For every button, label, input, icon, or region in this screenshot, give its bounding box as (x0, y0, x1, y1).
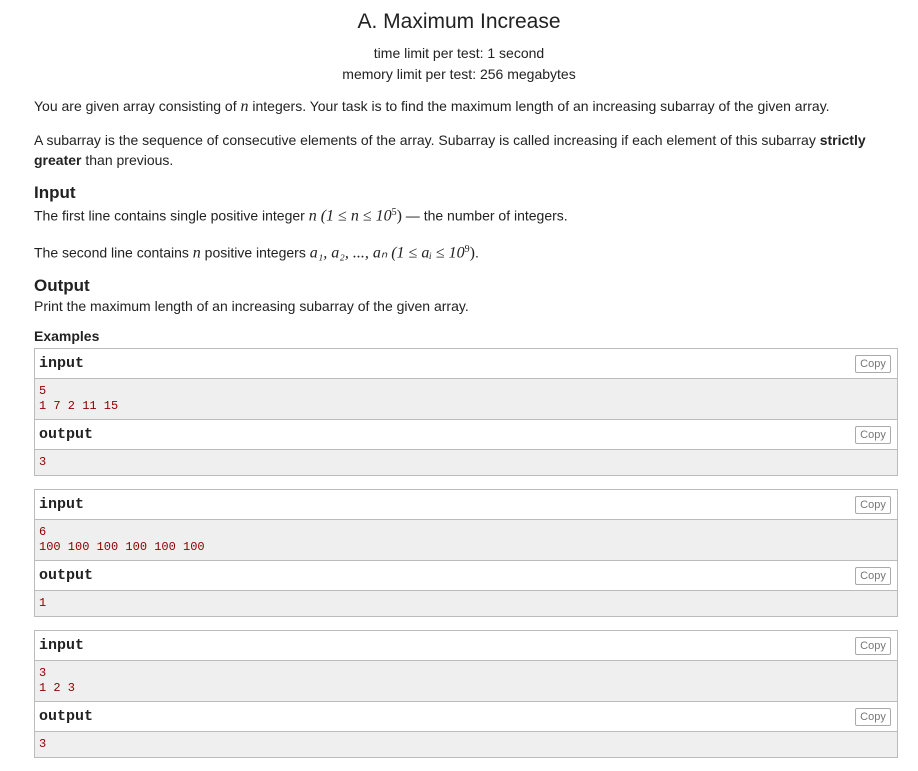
copy-button[interactable]: Copy (855, 496, 891, 514)
math-paren: ) (469, 244, 475, 262)
copy-button[interactable]: Copy (855, 355, 891, 373)
time-limit: time limit per test: 1 second (373, 45, 545, 61)
input-header (35, 490, 897, 520)
test-line: 3 (39, 455, 47, 470)
test-line: 1 2 3 (39, 681, 76, 696)
example-block (34, 348, 898, 476)
input-label: input (39, 496, 85, 514)
output-data (35, 450, 897, 475)
math-exponent: 5 (391, 207, 397, 218)
output-data (35, 591, 897, 616)
statement-bold-text: strictly greater (34, 132, 866, 168)
output-section-title: Output (34, 276, 90, 296)
input-text: The second line contains (34, 244, 193, 261)
math-variable: n (192, 244, 201, 262)
problem-header (0, 0, 918, 85)
statement-text: than previous. (81, 152, 174, 168)
output-label: output (39, 567, 94, 585)
input-text: — the number of integers. (401, 207, 568, 224)
example-block (34, 630, 898, 758)
copy-button[interactable]: Copy (855, 567, 891, 585)
test-line: 1 7 2 11 15 (39, 399, 119, 414)
statement-paragraph-2 (34, 130, 884, 170)
test-line: 1 (39, 596, 47, 611)
input-text: . (474, 244, 479, 261)
math-formula: a₁, a₂, ..., aₙ (1 ≤ aᵢ ≤ 10 (309, 244, 465, 262)
input-data (35, 520, 897, 560)
examples-list (34, 348, 884, 758)
output-label: output (39, 426, 94, 444)
statement-text: You are given array consisting of (34, 98, 241, 114)
copy-button[interactable]: Copy (855, 708, 891, 726)
output-data (35, 732, 897, 757)
test-line: 3 (39, 737, 47, 752)
input-label: input (39, 355, 85, 373)
input-line-1 (34, 203, 884, 227)
copy-button[interactable]: Copy (855, 637, 891, 655)
test-line: 5 (39, 384, 47, 399)
memory-limit: memory limit per test: 256 megabytes (342, 66, 576, 82)
input-header (35, 631, 897, 661)
input-text: positive integers (200, 244, 310, 261)
statement-text: A subarray is the sequence of consecutive elements of the array. Subarray is called increasing if each element of this subarray (34, 132, 820, 148)
test-line: 100 100 100 100 100 100 (39, 540, 205, 555)
output-description: Print the maximum length of an increasing subarray of the given array. (34, 298, 469, 315)
output-header (35, 701, 897, 732)
math-paren: ) (396, 207, 402, 225)
input-section-title: Input (34, 183, 76, 202)
output-header (35, 419, 897, 450)
input-header (35, 349, 897, 379)
problem-statement (34, 96, 884, 771)
copy-button[interactable]: Copy (855, 426, 891, 444)
math-formula: n (1 ≤ n ≤ 10 (308, 207, 392, 225)
input-text: The first line contains single positive integer (34, 207, 309, 224)
test-line: 3 (39, 666, 47, 681)
problem-title: A. Maximum Increase (357, 10, 561, 33)
statement-text: integers. Your task is to find the maximum length of an increasing subarray of the given array. (248, 98, 830, 114)
input-label: input (39, 637, 85, 655)
output-header (35, 560, 897, 591)
output-label: output (39, 708, 94, 726)
examples-title: Examples (34, 328, 100, 345)
example-block (34, 489, 898, 617)
math-variable: n (240, 98, 249, 115)
test-line: 6 (39, 525, 47, 540)
input-data (35, 661, 897, 701)
math-exponent: 9 (464, 243, 470, 255)
input-data (35, 379, 897, 419)
statement-paragraph-1 (34, 96, 884, 117)
input-line-2 (34, 240, 884, 264)
